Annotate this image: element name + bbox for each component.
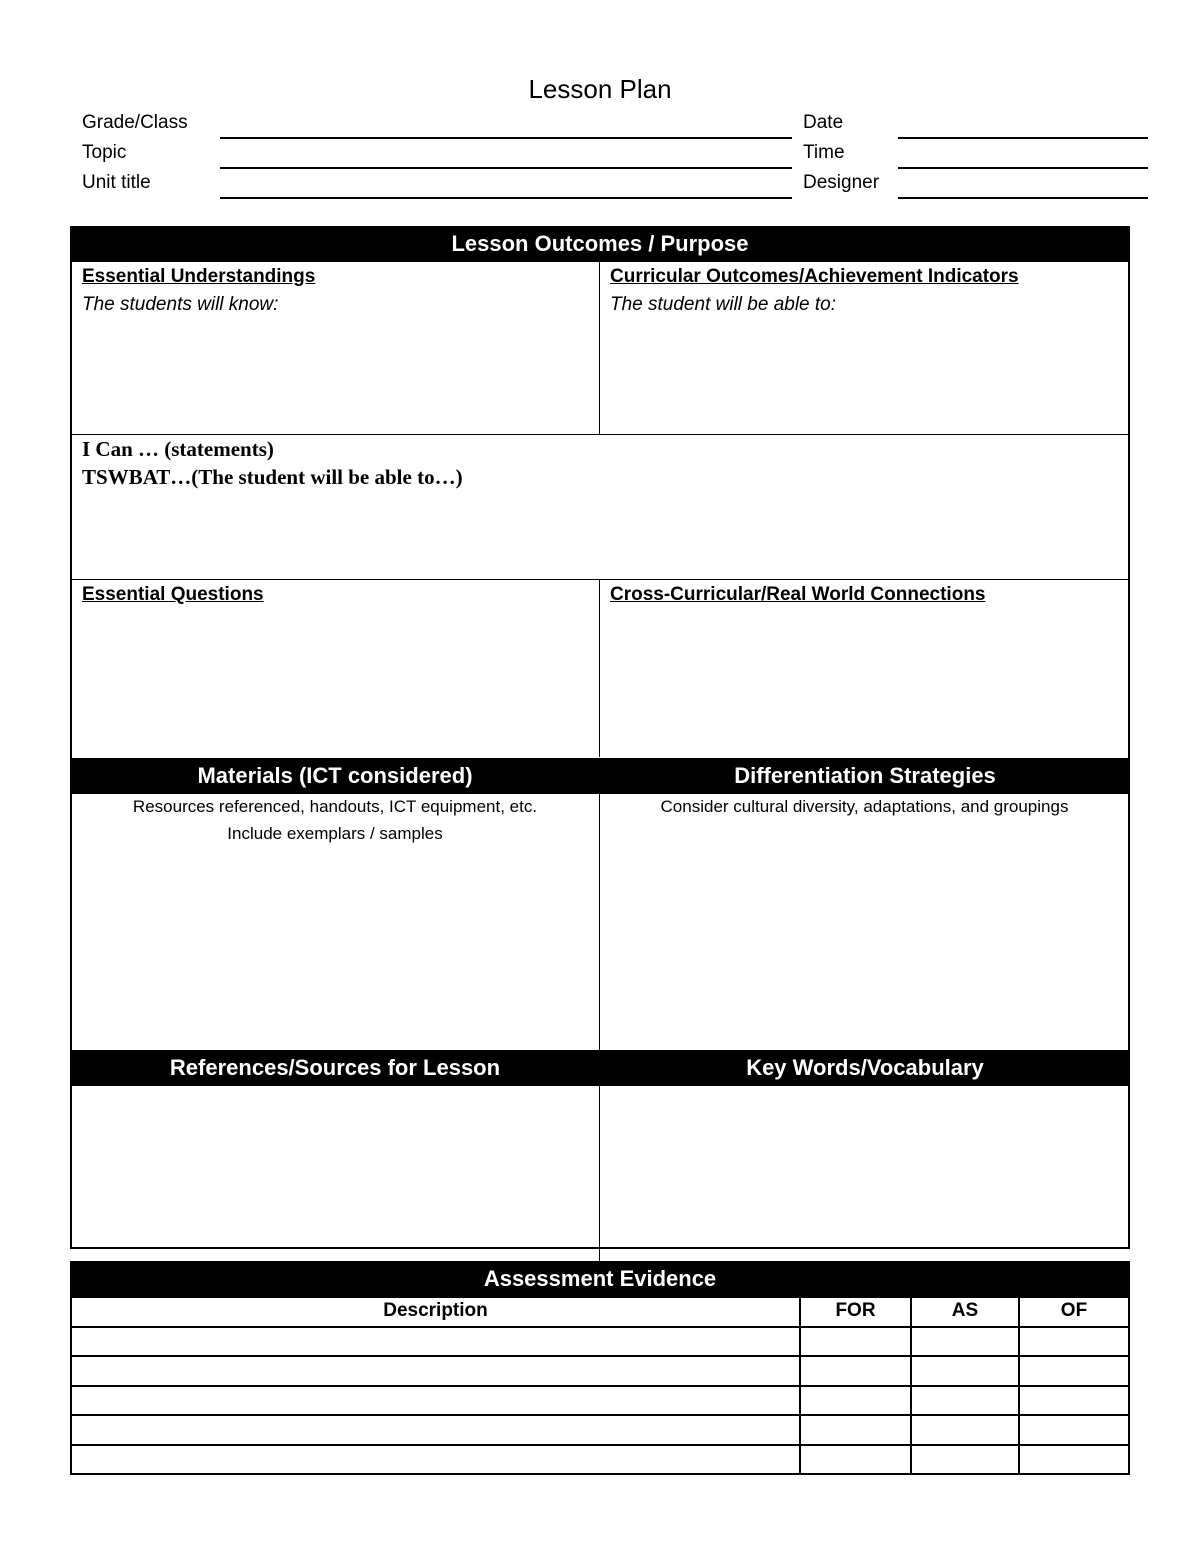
grade-class-field[interactable] [220,137,792,139]
essential-understandings-prompt: The students will know: [82,294,279,315]
column-divider [599,262,600,434]
differentiation-area[interactable] [601,850,1128,1048]
column-header-as: AS [951,1300,979,1321]
essential-questions-heading: Essential Questions [82,584,264,605]
topic-field[interactable] [220,167,792,169]
cross-curricular-heading: Cross-Curricular/Real World Connections [610,584,986,605]
time-field[interactable] [898,167,1148,169]
i-can-area[interactable] [72,494,1128,578]
date-field[interactable] [898,137,1148,139]
column-header-of: OF [1060,1300,1088,1321]
essential-understandings-area[interactable] [72,318,598,432]
column-header-for: FOR [835,1300,876,1321]
i-can-heading: I Can … (statements) [82,437,274,461]
materials-note-2: Include exemplars / samples [227,824,443,843]
column-divider [599,794,600,1050]
unit-title-label: Unit title [82,172,151,193]
essential-understandings-heading: Essential Understandings [82,266,316,287]
designer-field[interactable] [898,197,1148,199]
row-divider [70,579,1130,580]
topic-label: Topic [82,142,127,163]
essential-questions-area[interactable] [72,610,598,755]
vocabulary-area[interactable] [601,1088,1128,1260]
table-row[interactable] [72,1357,1128,1384]
references-area[interactable] [72,1088,598,1260]
differentiation-note: Consider cultural diversity, adaptations, and groupings [660,797,1069,816]
assessment-band: Assessment Evidence [70,1261,1130,1297]
row-divider [70,434,1130,435]
differentiation-band: Differentiation Strategies [600,758,1130,794]
curricular-outcomes-area[interactable] [601,318,1128,432]
designer-label: Designer [803,172,880,193]
materials-band: Materials (ICT considered) [70,758,600,794]
curricular-outcomes-prompt: The student will be able to: [610,294,837,315]
table-row[interactable] [72,1387,1128,1414]
unit-title-field[interactable] [220,197,792,199]
materials-note-1: Resources referenced, handouts, ICT equipment, etc. [132,797,538,816]
cross-curricular-area[interactable] [601,610,1128,755]
materials-area[interactable] [72,850,598,1048]
grade-class-label: Grade/Class [82,112,188,133]
references-band: References/Sources for Lesson [70,1050,600,1086]
page-title: Lesson Plan [528,74,672,104]
tswbat-heading: TSWBAT…(The student will be able to…) [82,465,463,489]
curricular-outcomes-heading: Curricular Outcomes/Achievement Indicators [610,266,1019,287]
vocabulary-band: Key Words/Vocabulary [600,1050,1130,1086]
column-divider [599,579,600,757]
table-row[interactable] [72,1446,1128,1473]
time-label: Time [803,142,845,163]
table-row[interactable] [72,1328,1128,1355]
column-divider [599,1086,600,1262]
table-row[interactable] [72,1416,1128,1443]
lesson-outcomes-band: Lesson Outcomes / Purpose [70,226,1130,262]
date-label: Date [803,112,844,133]
column-header-description: Description [383,1300,488,1321]
